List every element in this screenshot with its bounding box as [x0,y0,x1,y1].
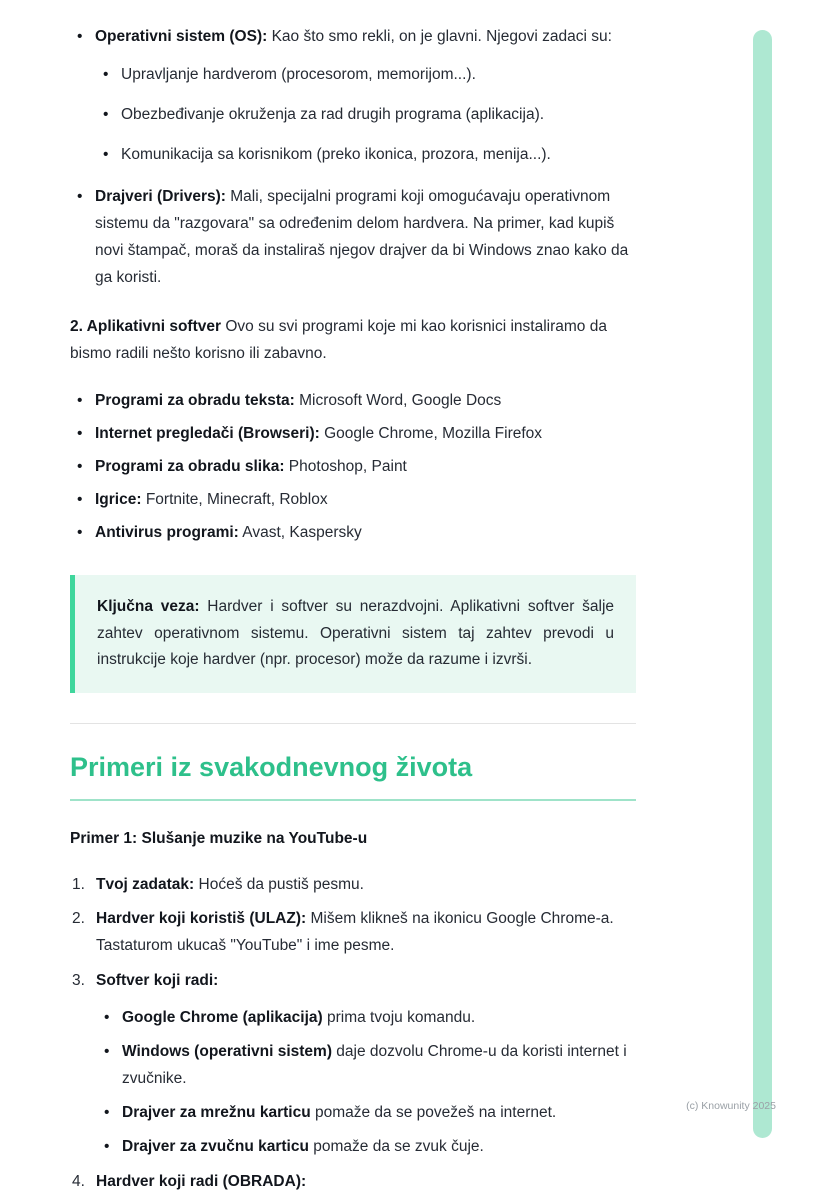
list-item [96,1039,636,1093]
term-description: pomaže da se zvuk čuje. [308,1138,484,1156]
software-roles-list [96,1005,636,1161]
callout-lead: Ključna veza: [97,597,200,615]
list-item [70,454,636,481]
list-item [96,1005,636,1032]
term-description: Mali, specijalni programi koji omogućavaju operativnom sistemu da "razgovara" sa određenim delom hardvera. Na primer, kad kupiš novi štampač, moraš da instaliraš njegov drajver da bi Windows znao kako da ga koristi. [95,187,629,286]
term-description: pomaže da se povežeš na internet. [310,1104,557,1122]
term-examples: Photoshop, Paint [284,457,407,475]
list-item [70,184,636,292]
list-item [96,1100,636,1127]
term-examples: Fortnite, Minecraft, Roblox [141,490,328,508]
term-operating-system: Operativni sistem (OS): [95,28,268,45]
term: Drajver za mrežnu karticu [122,1104,311,1122]
list-item: • Upravljanje hardverom (procesorom, memorijom...). [95,62,636,89]
term-description: Kao što smo rekli, on je glavni. Njegovi zadaci su: [267,28,612,45]
list-item [70,421,636,448]
system-software-list [70,24,636,292]
list-item [70,520,636,547]
list-item [70,487,636,514]
list-item [70,388,636,415]
term: Windows (operativni sistem) [122,1043,332,1061]
term: Antivirus programi: [95,523,239,541]
paragraph-text: Ovo su svi programi koje mi kao korisnici instaliramo da bismo radili nešto korisno ili zabavno. [70,317,607,362]
document-content [70,24,636,1204]
step-item [70,906,636,960]
step-text: Mišem klikneš na ikonicu Google Chrome-a. Tastaturom ukucaš "YouTube" i ime pesme. [96,910,614,955]
example-subheading: Primer 1: Slušanje muzike na YouTube-u [70,829,368,847]
term: Programi za obradu slika: [95,457,285,475]
list-item: • Obezbeđivanje okruženja za rad drugih programa (aplikacija). [95,102,636,129]
key-connection-callout [70,575,636,694]
section-heading: Primeri iz svakodnevnog života [70,750,636,800]
paragraph-lead: 2. Aplikativni softver [70,317,222,335]
term: Internet pregledači (Browseri): [95,424,320,442]
step-item [70,968,636,1161]
term: Igrice: [95,490,142,508]
list-item: • Komunikacija sa korisnikom (preko ikonica, prozora, menija...). [95,142,636,169]
step-lead: Tvoj zadatak: [96,875,195,893]
term: Drajver za zvučnu karticu [122,1138,309,1156]
term: Google Chrome (aplikacija) [122,1009,323,1027]
step-item [70,1169,636,1196]
step-lead: Hardver koji radi (OBRADA): [96,1173,307,1191]
applicative-software-list [70,388,636,547]
step-text: Hoćeš da pustiš pesmu. [194,875,364,893]
term-examples: Google Chrome, Mozilla Firefox [319,424,543,442]
os-tasks-list [95,62,636,169]
page-edge-bar [753,30,772,1138]
term-examples: Avast, Kaspersky [238,523,362,541]
step-lead: Hardver koji koristiš (ULAZ): [96,910,307,928]
term-examples: Microsoft Word, Google Docs [294,391,502,409]
applicative-software-paragraph [70,314,636,368]
section-divider [70,723,636,724]
term-drivers: Drajveri (Drivers): [95,187,226,205]
step-item [70,872,636,899]
list-item [70,24,636,169]
list-item [96,1134,636,1161]
term: Programi za obradu teksta: [95,391,295,409]
copyright-notice: (c) Knowunity 2025 [686,1100,776,1112]
step-lead: Softver koji radi: [96,972,219,990]
callout-text: Hardver i softver su nerazdvojni. Aplikativni softver šalje zahtev operativnom sistemu. Operativni sistem taj zahtev prevodi u instrukcije koje hardver (npr. procesor) može da razume i izvrši. [97,597,615,669]
term-description: daje dozvolu Chrome-u da koristi internet i zvučnike. [122,1043,627,1088]
term-description: prima tvoju komandu. [322,1009,476,1027]
example-steps-list [70,872,636,1197]
